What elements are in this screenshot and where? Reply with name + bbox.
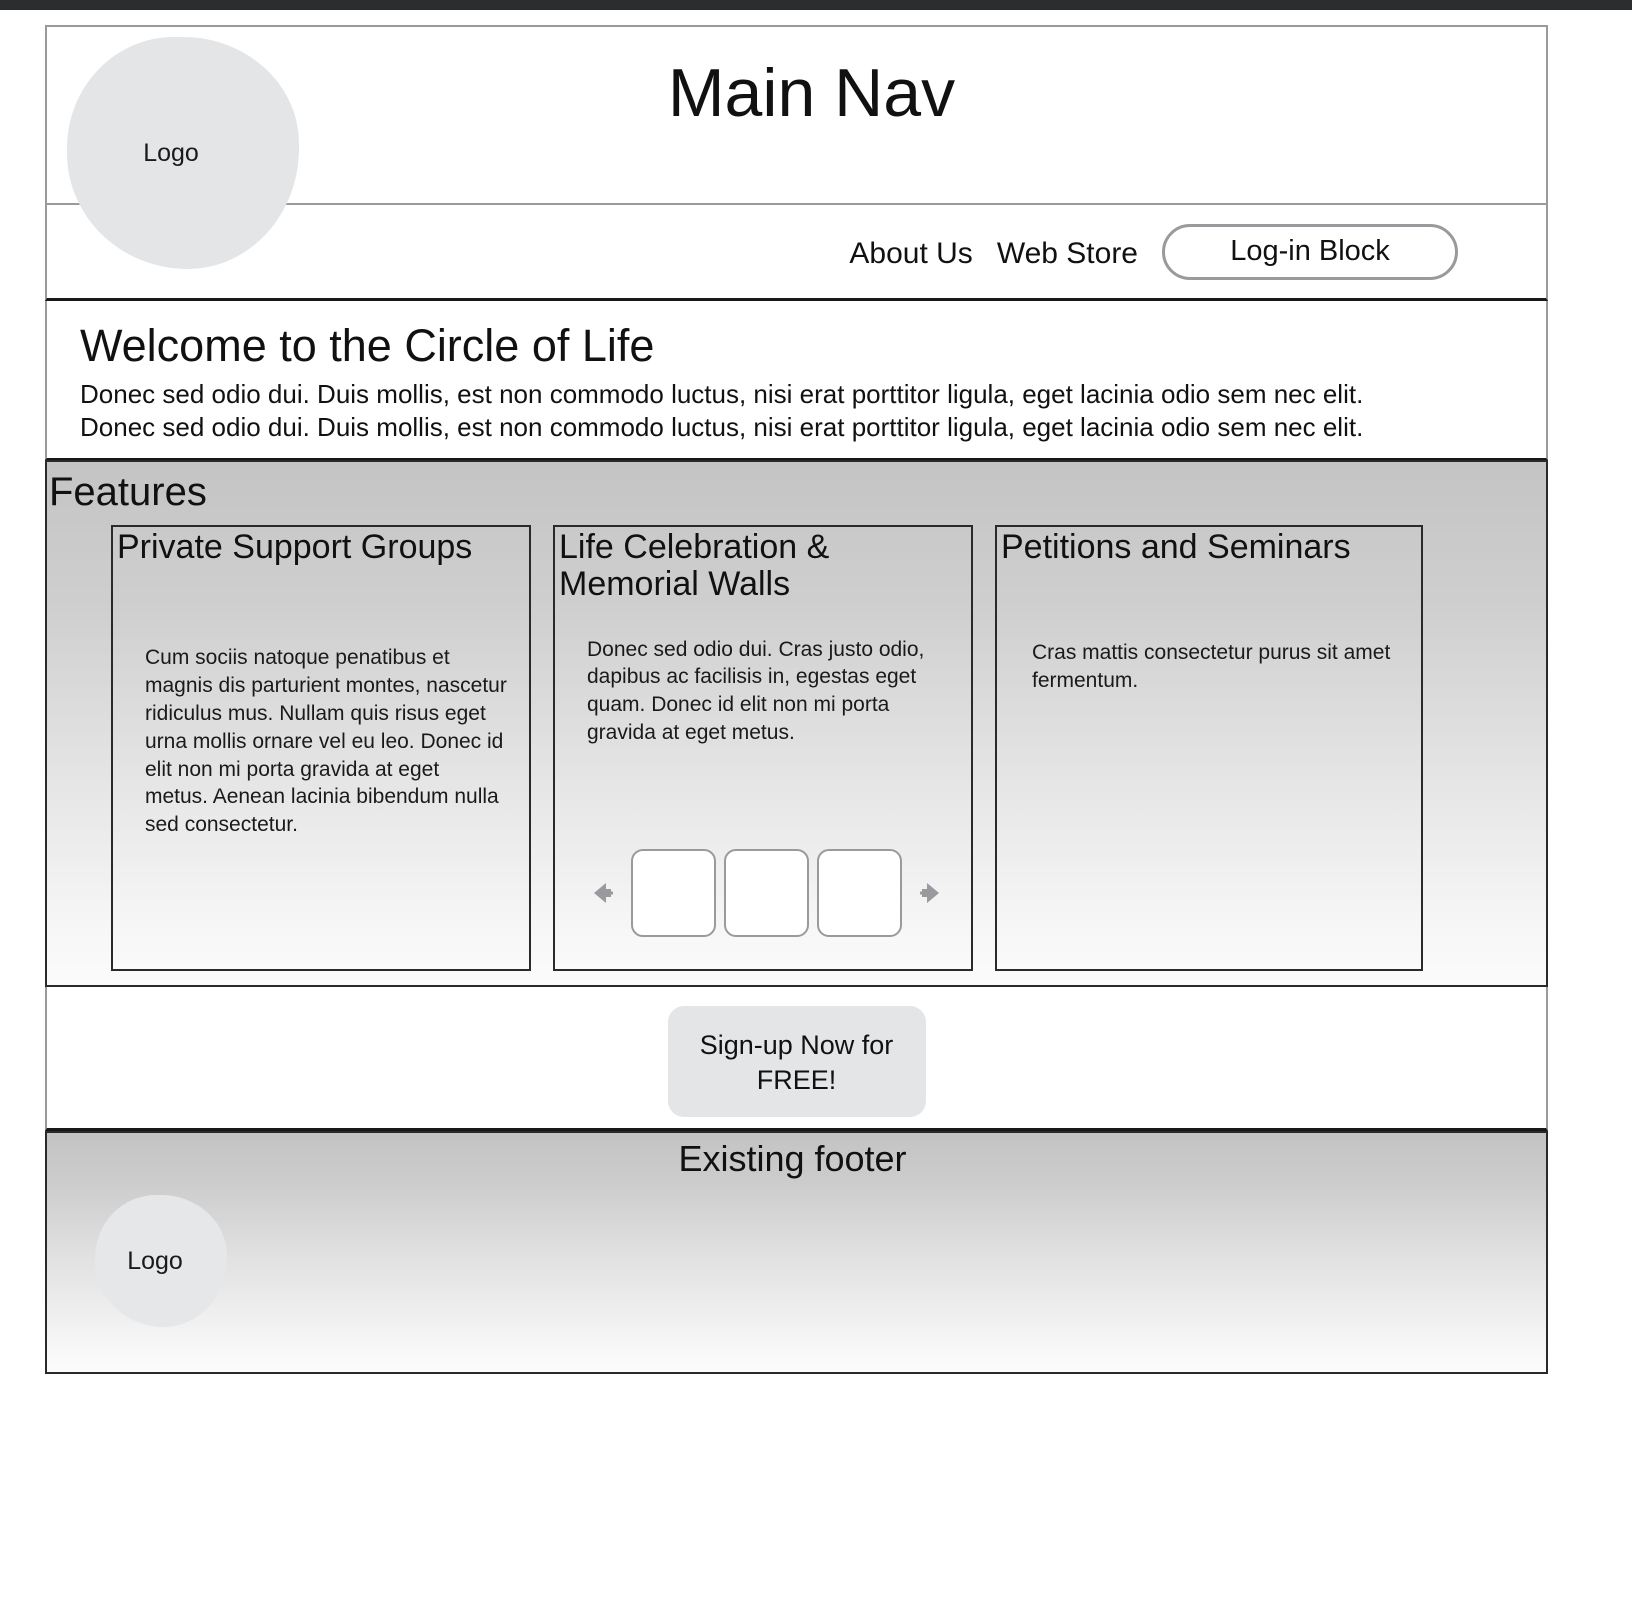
feature-card-body: Donec sed odio dui. Cras justo odio, dapibus ac facilisis in, egestas eget quam. Donec id elit non mi porta gravida at eget metus.: [587, 637, 925, 745]
footer-heading: Existing footer: [678, 1138, 907, 1180]
feature-card-body: Cras mattis consectetur purus sit amet fermentum.: [1032, 640, 1391, 692]
nav-link-list: [849, 235, 1138, 269]
footer-logo[interactable]: [95, 1195, 227, 1327]
features-section: [45, 460, 1548, 987]
feature-card-life-celebration-memorial-walls[interactable]: [553, 525, 973, 971]
feature-card-title: Life Celebration & Memorial Walls: [559, 528, 830, 603]
feature-card-petitions-and-seminars[interactable]: [995, 525, 1423, 971]
carousel-thumb[interactable]: [724, 849, 809, 937]
top-window-strip: [0, 0, 1632, 10]
signup-section: [45, 987, 1548, 1131]
arrow-right-icon[interactable]: [908, 876, 942, 910]
feature-card-body: Cum sociis natoque penatibus et magnis dis parturient montes, nascetur ridiculus mus. Nullam quis risus eget urna mollis ornare vel eu leo. Donec id elit non mi porta gravida at eget metus. Aenean lacinia bibendum nulla sed consectetur.: [145, 645, 507, 837]
features-heading: Features: [49, 470, 207, 515]
site-footer: [45, 1131, 1548, 1374]
footer-logo-label: Logo: [127, 1246, 183, 1275]
welcome-paragraph-line-2: Donec sed odio dui. Duis mollis, est non commodo luctus, nisi erat porttitor ligula, eget lacinia odio sem nec elit.: [80, 412, 1364, 443]
header-logo[interactable]: [67, 37, 299, 269]
carousel-thumb[interactable]: [817, 849, 902, 937]
feature-card-title: Private Support Groups: [117, 528, 473, 567]
carousel-thumb[interactable]: [631, 849, 716, 937]
arrow-left-icon[interactable]: [591, 876, 625, 910]
welcome-title: Welcome to the Circle of Life: [80, 320, 655, 371]
feature-card-list: [111, 525, 1516, 971]
page-title: Main Nav: [667, 55, 956, 131]
signup-button[interactable]: Sign-up Now for FREE!: [668, 1006, 926, 1117]
wireframe-page: [45, 25, 1548, 1374]
nav-link-web-store[interactable]: Web Store: [996, 236, 1138, 270]
carousel-thumb-list: [631, 849, 902, 937]
welcome-section: [45, 301, 1548, 460]
feature-card-private-support-groups[interactable]: [111, 525, 531, 971]
feature-card-title: Petitions and Seminars: [1001, 528, 1351, 567]
login-block[interactable]: [1162, 224, 1458, 280]
welcome-paragraph-line-1: Donec sed odio dui. Duis mollis, est non commodo luctus, nisi erat porttitor ligula, eget lacinia odio sem nec elit.: [80, 379, 1364, 410]
nav-link-about-us[interactable]: About Us: [849, 236, 973, 270]
header-logo-label: Logo: [143, 138, 199, 167]
memorial-wall-carousel: [573, 849, 959, 937]
login-block-label: Log-in Block: [1230, 235, 1390, 267]
